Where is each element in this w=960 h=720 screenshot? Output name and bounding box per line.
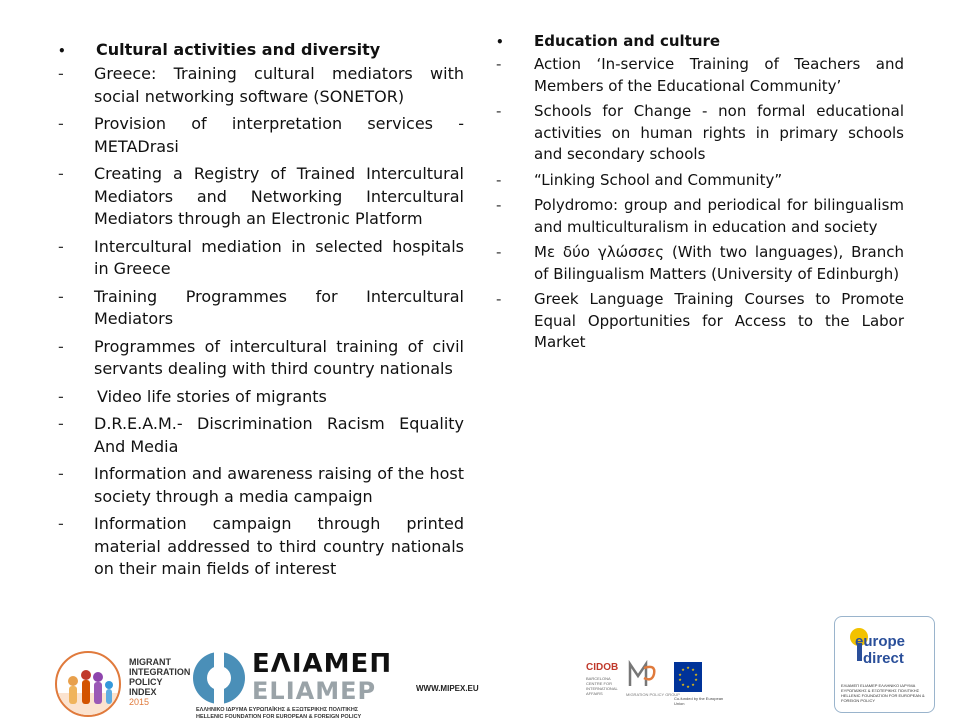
list-item xyxy=(496,170,904,192)
list-item-text: Programmes of intercultural training of civil servants dealing with third country nationals xyxy=(94,336,464,378)
europe-direct-word2: direct xyxy=(863,650,904,667)
dash-marker: - xyxy=(58,414,64,433)
cidob-wordmark: CIDOB xyxy=(586,662,619,673)
eu-logo xyxy=(674,662,734,710)
dash-marker: - xyxy=(496,290,502,308)
right-column xyxy=(496,32,904,358)
svg-text:★: ★ xyxy=(686,665,690,670)
list-item-text: Training Programmes for Intercultural Mediators xyxy=(94,286,464,328)
mipex-wordmark: MIGRANT INTEGRATION POLICY INDEX 2015 xyxy=(129,657,191,707)
svg-text:★: ★ xyxy=(691,682,695,687)
dash-marker: - xyxy=(58,236,64,256)
right-heading-text: Education and culture xyxy=(534,32,721,50)
svg-text:★: ★ xyxy=(694,672,698,677)
list-item-text: Creating a Registry of Trained Intercultural Mediators and Networking Intercultural Mediators through an Electronic Platform xyxy=(94,164,464,228)
list-item xyxy=(58,113,464,158)
right-heading xyxy=(496,32,904,50)
list-item xyxy=(496,242,904,285)
list-item-text: Action ‘In-service Training of Teachers and Members of the Educational Community’ xyxy=(534,55,904,95)
bullet-icon: • xyxy=(496,35,504,49)
list-item-text: Information and awareness raising of the host society through a media campaign xyxy=(94,464,464,506)
list-item xyxy=(58,413,464,458)
svg-text:★: ★ xyxy=(681,667,685,672)
list-item xyxy=(58,336,464,381)
mipex-people-icon xyxy=(55,651,121,717)
dash-marker: - xyxy=(496,170,502,189)
dash-marker: - xyxy=(58,336,64,356)
dash-marker: - xyxy=(58,114,64,133)
svg-text:★: ★ xyxy=(678,672,682,677)
svg-text:★: ★ xyxy=(691,667,695,672)
dash-marker: - xyxy=(58,386,64,406)
svg-text:★: ★ xyxy=(678,677,682,682)
list-item-text: Provision of interpretation services - METADrasi xyxy=(94,114,464,156)
right-list xyxy=(496,54,904,354)
list-item-text: Intercultural mediation in selected hospitals in Greece xyxy=(94,236,464,278)
cidob-logo xyxy=(586,662,618,706)
list-item-text: Information campaign through printed material addressed to third country nationals on their main fields of interest xyxy=(94,514,464,578)
dash-marker: - xyxy=(58,286,64,306)
eliamep-subtitle: ΕΛΛΗΝΙΚΟ ΙΔΡΥΜΑ ΕΥΡΩΠΑΪΚΗΣ & ΕΞΩΤΕΡΙΚΗΣ ΠΟΛΙΤΙΚΗΣ HELLENIC FOUNDATION FOR EUROPEAN & FOREIGN POLICY xyxy=(196,707,362,720)
eliamep-mark-icon xyxy=(192,649,246,707)
list-item xyxy=(496,289,904,354)
dash-marker: - xyxy=(496,196,502,214)
svg-text:★: ★ xyxy=(686,684,690,689)
eliamep-logo xyxy=(190,647,402,720)
left-heading-text: Cultural activities and diversity xyxy=(96,40,381,59)
dash-marker: - xyxy=(58,164,64,183)
cidob-subtitle: BARCELONA CENTRE FOR INTERNATIONAL AFFAIRS xyxy=(586,676,618,696)
left-list xyxy=(58,63,464,581)
list-item-text: Video life stories of migrants xyxy=(97,386,327,406)
mipex-url-link[interactable]: WWW.MIPEX.EU xyxy=(416,684,479,693)
list-item-text: Με δύο γλώσσες (With two languages), Branch of Bilingualism Matters (University of Edinburgh) xyxy=(534,243,904,283)
list-item xyxy=(58,386,464,409)
dash-marker: - xyxy=(496,243,502,261)
list-item-text: “Linking School and Community” xyxy=(534,170,783,189)
list-item xyxy=(58,463,464,508)
list-item xyxy=(58,63,464,108)
list-item-text: Greek Language Training Courses to Promote Equal Opportunities for Access to the Labor Market xyxy=(534,290,904,351)
list-item-text: D.R.E.A.M.- Discrimination Racism Equality And Media xyxy=(94,414,464,456)
list-item-text: Polydromo: group and periodical for bilingualism and multiculturalism in education and society xyxy=(534,196,904,236)
eliamep-greek-wordmark: ΕΛΙΑΜΕΠ xyxy=(252,649,393,679)
svg-text:★: ★ xyxy=(681,682,685,687)
europe-direct-logo xyxy=(834,616,935,713)
bullet-icon: • xyxy=(58,44,66,58)
list-item xyxy=(58,236,464,281)
left-column xyxy=(58,40,464,586)
mpg-logo xyxy=(626,660,680,706)
dash-marker: - xyxy=(58,464,64,483)
mpg-subtitle: MIGRATION POLICY GROUP xyxy=(626,692,680,697)
list-item xyxy=(58,163,464,231)
mipex-logo xyxy=(55,647,190,717)
list-item xyxy=(496,54,904,97)
list-item xyxy=(58,286,464,331)
dash-marker: - xyxy=(58,64,64,83)
svg-text:★: ★ xyxy=(694,677,698,682)
eliamep-latin-wordmark: ELIAMEP xyxy=(252,677,377,705)
list-item xyxy=(58,513,464,581)
dash-marker: - xyxy=(496,102,502,120)
list-item xyxy=(496,101,904,166)
europe-direct-word1: europe xyxy=(855,633,906,650)
dash-marker: - xyxy=(496,55,502,73)
dash-marker: - xyxy=(58,514,64,533)
europe-direct-subtitle: ΕΛΙΑΜΕΠ ELIAMEP ΕΛΛΗΝΙΚΟ ΙΔΡΥΜΑ ΕΥΡΩΠΑΪΚΗΣ & ΕΞΩΤΕΡΙΚΗΣ ΠΟΛΙΤΙΚΗΣ HELLENIC FOUNDATION FOR EUROPEAN & FOREIGN POLICY xyxy=(841,683,925,703)
mpg-mark-icon xyxy=(628,660,658,688)
eu-cofunded-text: Co-funded by the European Union xyxy=(674,696,724,706)
left-heading xyxy=(58,40,464,59)
eu-flag-icon xyxy=(674,662,702,692)
list-item-text: Greece: Training cultural mediators with social networking software (SONETOR) xyxy=(94,64,464,106)
list-item xyxy=(496,195,904,238)
list-item-text: Schools for Change - non formal educational activities on human rights in primary schools and secondary schools xyxy=(534,102,904,163)
